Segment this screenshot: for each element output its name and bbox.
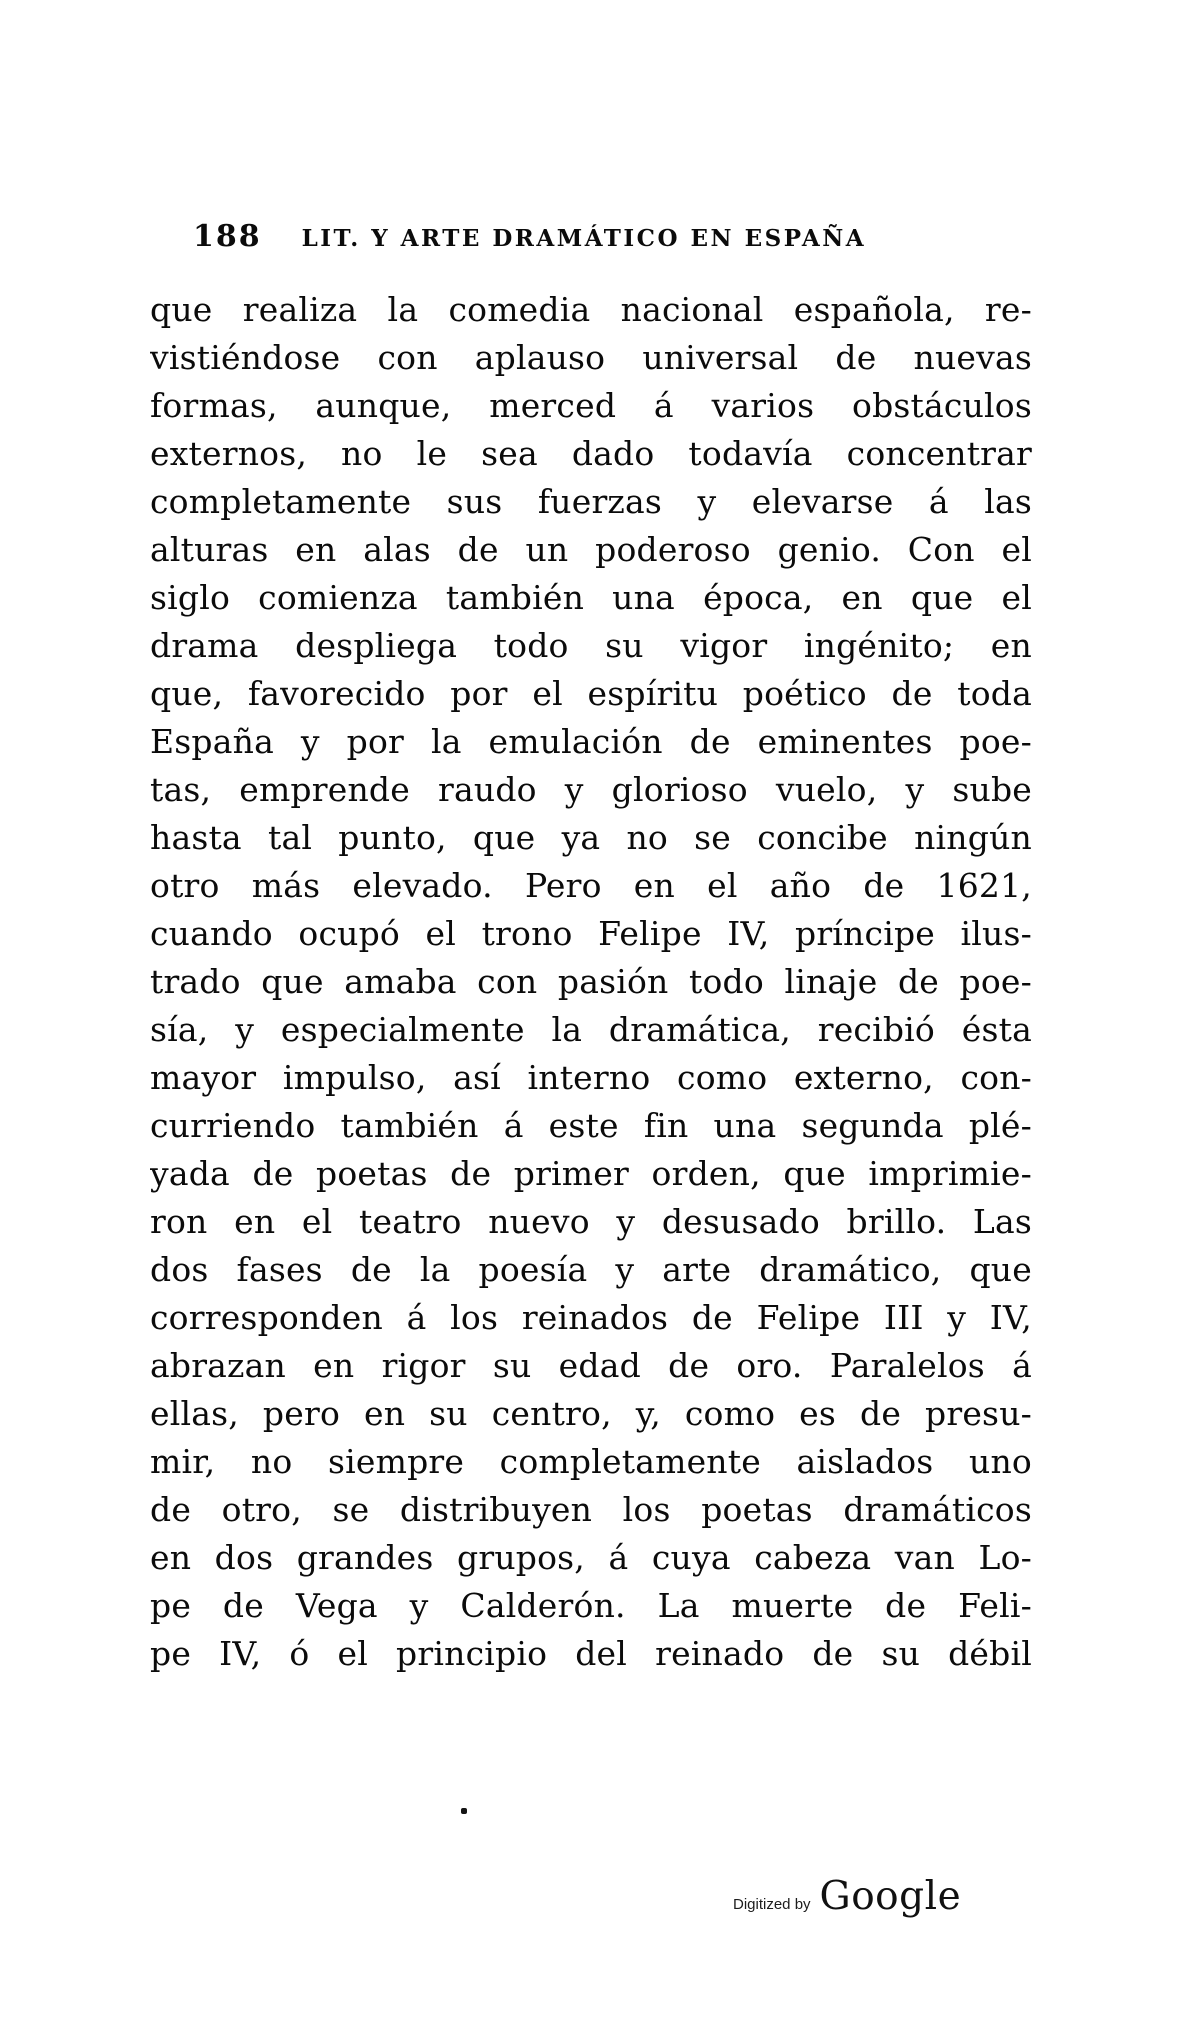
text-line: alturas en alas de un poderoso genio. Con el [150, 530, 1032, 569]
text-line: yada de poetas de primer orden, que imprimie- [150, 1154, 1032, 1193]
text-line: completamente sus fuerzas y elevarse á las [150, 482, 1032, 521]
text-line: ron en el teatro nuevo y desusado brillo. Las [150, 1202, 1032, 1241]
stray-ink-dot [461, 1808, 467, 1814]
text-line: formas, aunque, merced á varios obstáculos [150, 386, 1032, 425]
text-line: trado que amaba con pasión todo linaje de poe- [150, 962, 1032, 1001]
text-line: de otro, se distribuyen los poetas dramáticos [150, 1490, 1032, 1529]
digitization-footer [733, 1874, 961, 1919]
text-line: mayor impulso, así interno como externo, con- [150, 1058, 1032, 1097]
text-line: dos fases de la poesía y arte dramático, que [150, 1250, 1032, 1289]
text-line: España y por la emulación de eminentes poe- [150, 722, 1032, 761]
text-line: hasta tal punto, que ya no se concibe ningún [150, 818, 1032, 857]
digitized-by-label: Digitized by [733, 1896, 811, 1913]
body-text [150, 286, 1032, 1678]
text-line: sía, y especialmente la dramática, recibió ésta [150, 1010, 1032, 1049]
text-line: corresponden á los reinados de Felipe III y IV, [150, 1298, 1032, 1337]
text-line: drama despliega todo su vigor ingénito; en [150, 626, 1032, 665]
text-line: externos, no le sea dado todavía concentrar [150, 434, 1032, 473]
text-line: siglo comienza también una época, en que el [150, 578, 1032, 617]
page-number: 188 [193, 219, 262, 254]
text-line: cuando ocupó el trono Felipe IV, príncipe ilus- [150, 914, 1032, 953]
text-line: tas, emprende raudo y glorioso vuelo, y sube [150, 770, 1032, 809]
text-line: en dos grandes grupos, á cuya cabeza van Lo- [150, 1538, 1032, 1577]
text-line: mir, no siempre completamente aislados uno [150, 1442, 1032, 1481]
running-title: LIT. Y ARTE DRAMÁTICO EN ESPAÑA [301, 225, 867, 252]
text-line: vistiéndose con aplauso universal de nuevas [150, 338, 1032, 377]
text-line: ellas, pero en su centro, y, como es de presu- [150, 1394, 1032, 1433]
text-line: otro más elevado. Pero en el año de 1621, [150, 866, 1032, 905]
google-logo: Google [819, 1874, 962, 1919]
text-line: pe IV, ó el principio del reinado de su débil [150, 1634, 1032, 1673]
text-line: curriendo también á este fin una segunda plé- [150, 1106, 1032, 1145]
text-line: abrazan en rigor su edad de oro. Paralelos á [150, 1346, 1032, 1385]
text-line: que realiza la comedia nacional española, re- [150, 290, 1032, 329]
running-header [193, 219, 866, 254]
text-line: que, favorecido por el espíritu poético de toda [150, 674, 1032, 713]
text-line: pe de Vega y Calderón. La muerte de Feli- [150, 1586, 1032, 1625]
